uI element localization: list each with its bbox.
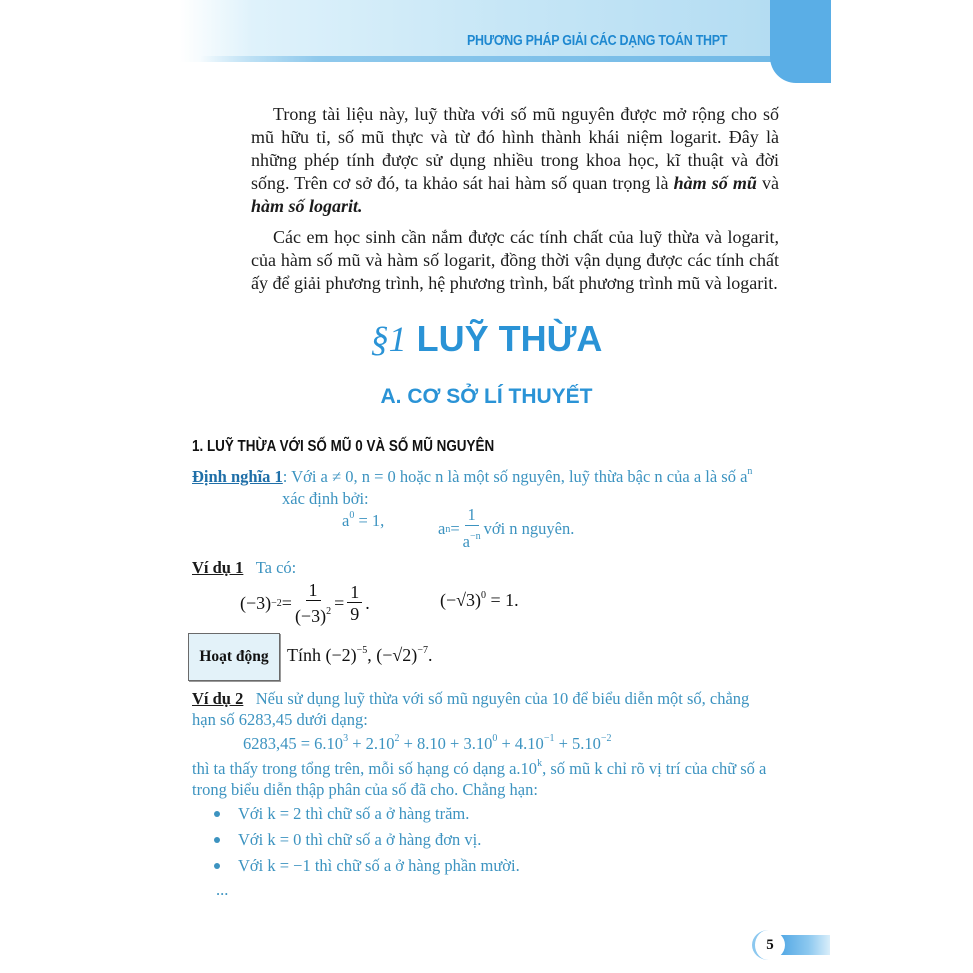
example-2-line-3 xyxy=(192,758,766,779)
sup: n xyxy=(747,466,753,477)
denominator: 9 xyxy=(350,604,360,624)
den-base: (−3) xyxy=(294,606,327,626)
sup: −2 xyxy=(600,733,612,744)
section-title-text: LUỸ THỪA xyxy=(416,318,603,359)
page-number-badge xyxy=(752,930,832,960)
sup: −7 xyxy=(417,645,428,656)
header-underline xyxy=(200,56,790,62)
list-item: Với k = 2 thì chữ số a ở hàng trăm. xyxy=(214,801,520,827)
t: thì ta thấy trong tổng trên, mỗi số hạng có dạng a.10 xyxy=(192,759,538,778)
activity-box: Hoạt động xyxy=(188,633,280,681)
den-base: a xyxy=(462,532,470,551)
fraction xyxy=(347,582,362,625)
example-2-formula xyxy=(243,733,612,754)
sup: −n xyxy=(469,531,481,542)
eq: = xyxy=(334,593,345,613)
eq: = xyxy=(281,593,292,613)
sup: −5 xyxy=(356,645,368,656)
heading-1: 1. LUỸ THỪA VỚI SỐ MŨ 0 VÀ SỐ MŨ NGUYÊN xyxy=(192,438,495,455)
end: . xyxy=(427,645,433,665)
definition-1-text: : Với a ≠ 0, n = 0 hoặc n là một số nguyên, luỹ thừa bậc n của a là số a xyxy=(282,467,748,486)
sup: k xyxy=(537,758,543,769)
numerator: 1 xyxy=(347,582,362,603)
example-1-label: Ví dụ 1 xyxy=(192,558,244,577)
activity-text xyxy=(287,645,432,666)
t: + 5.10 xyxy=(554,734,601,753)
rhs: = 1. xyxy=(486,590,519,610)
sup: 3 xyxy=(343,733,349,744)
list-item: Với k = −1 thì chữ số a ở hàng phần mười. xyxy=(214,853,520,879)
sup: 2 xyxy=(326,606,332,617)
header-corner-tab xyxy=(770,0,831,83)
fraction xyxy=(463,505,481,553)
expr: (−√2) xyxy=(376,645,418,665)
example-2-label: Ví dụ 2 xyxy=(192,689,244,708)
sup: 0 xyxy=(481,590,487,601)
expr: (−2) xyxy=(325,645,357,665)
example-2-line-2: hạn số 6283,45 dưới dạng: xyxy=(192,710,368,729)
numerator: 1 xyxy=(465,505,479,526)
sup: 0 xyxy=(492,733,498,744)
intro-paragraph-1 xyxy=(251,103,779,218)
definition-1-formula-a0 xyxy=(342,510,384,531)
definition-1-label: Định nghĩa 1 xyxy=(192,467,283,486)
eq: = xyxy=(450,519,460,538)
sup: −1 xyxy=(543,733,555,744)
list-item: Với k = 0 thì chữ số a ở hàng đơn vị. xyxy=(214,827,520,853)
denominator xyxy=(295,601,331,627)
base: (−√3) xyxy=(440,590,482,610)
example-2-text: Nếu sử dụng luỹ thừa với số mũ nguyên của 10 để biểu diễn một số, chẳng xyxy=(255,689,750,708)
running-header-title: PHƯƠNG PHÁP GIẢI CÁC DẠNG TOÁN THPT xyxy=(467,33,728,49)
example-1-expr-1 xyxy=(240,580,370,627)
base: (−3) xyxy=(240,593,272,613)
t: + 4.10 xyxy=(497,734,544,753)
denominator xyxy=(463,526,481,553)
ellipsis: ... xyxy=(216,880,229,899)
section-symbol: §1 xyxy=(370,319,407,359)
subsection-title: A. CƠ SỞ LÍ THUYẾT xyxy=(380,385,593,408)
example-1-header xyxy=(192,558,296,578)
intro-text: Trong tài liệu này, luỹ thừa với số mũ nguyên được mở rộng cho số mũ hữu tỉ, số mũ thực và từ đó hình thành khái niệm logarit. Đây là những phép tính được sử dụng nhiều trong khoa học, kĩ thuật và đời sống. Trên cơ sở đó, ta khảo sát hai hàm số quan trọng là xyxy=(251,104,779,193)
t: + 2.10 xyxy=(348,734,395,753)
numerator: 1 xyxy=(306,580,321,601)
base: a xyxy=(438,519,446,538)
sup: n xyxy=(445,523,451,535)
emphasis-ham-so-logarit: hàm số logarit. xyxy=(251,196,363,216)
intro-conj: và xyxy=(756,173,779,193)
emphasis-ham-so-mu: hàm số mũ xyxy=(673,173,757,193)
fraction xyxy=(295,580,331,627)
rhs: = 1, xyxy=(354,511,385,530)
example-1-intro: Ta có: xyxy=(255,558,297,577)
header-band xyxy=(180,0,780,62)
example-2-line-4: trong biểu diễn thập phân của số đã cho. Chẳng hạn: xyxy=(192,780,538,799)
example-2-line-1 xyxy=(192,689,749,709)
example-1-expr-2 xyxy=(440,590,519,611)
end: . xyxy=(365,593,370,613)
page-number: 5 xyxy=(752,930,785,960)
section-title xyxy=(0,318,973,360)
text: Tính xyxy=(287,645,326,665)
sep: , xyxy=(367,645,377,665)
t: , số mũ k chỉ rõ vị trí của chữ số a xyxy=(542,759,767,778)
definition-1-line-2: xác định bởi: xyxy=(282,489,369,508)
t: 6283,45 = 6.10 xyxy=(243,734,344,753)
definition-1-formula-an xyxy=(438,505,574,553)
definition-1-line-1 xyxy=(192,466,752,487)
base: a xyxy=(342,511,350,530)
sup: 2 xyxy=(394,733,400,744)
tail: với n nguyên. xyxy=(483,519,575,538)
example-2-bullets xyxy=(214,801,520,879)
sup: 0 xyxy=(349,510,355,521)
intro-paragraph-2: Các em học sinh cần nắm được các tính chất của luỹ thừa và logarit, của hàm số mũ và hàm số logarit, đồng thời vận dụng được các tính chất ấy để giải phương trình, hệ phương trình, bất phương trình mũ và logarit. xyxy=(251,227,779,293)
sup: −2 xyxy=(271,598,282,609)
t: + 8.10 + 3.10 xyxy=(399,734,493,753)
